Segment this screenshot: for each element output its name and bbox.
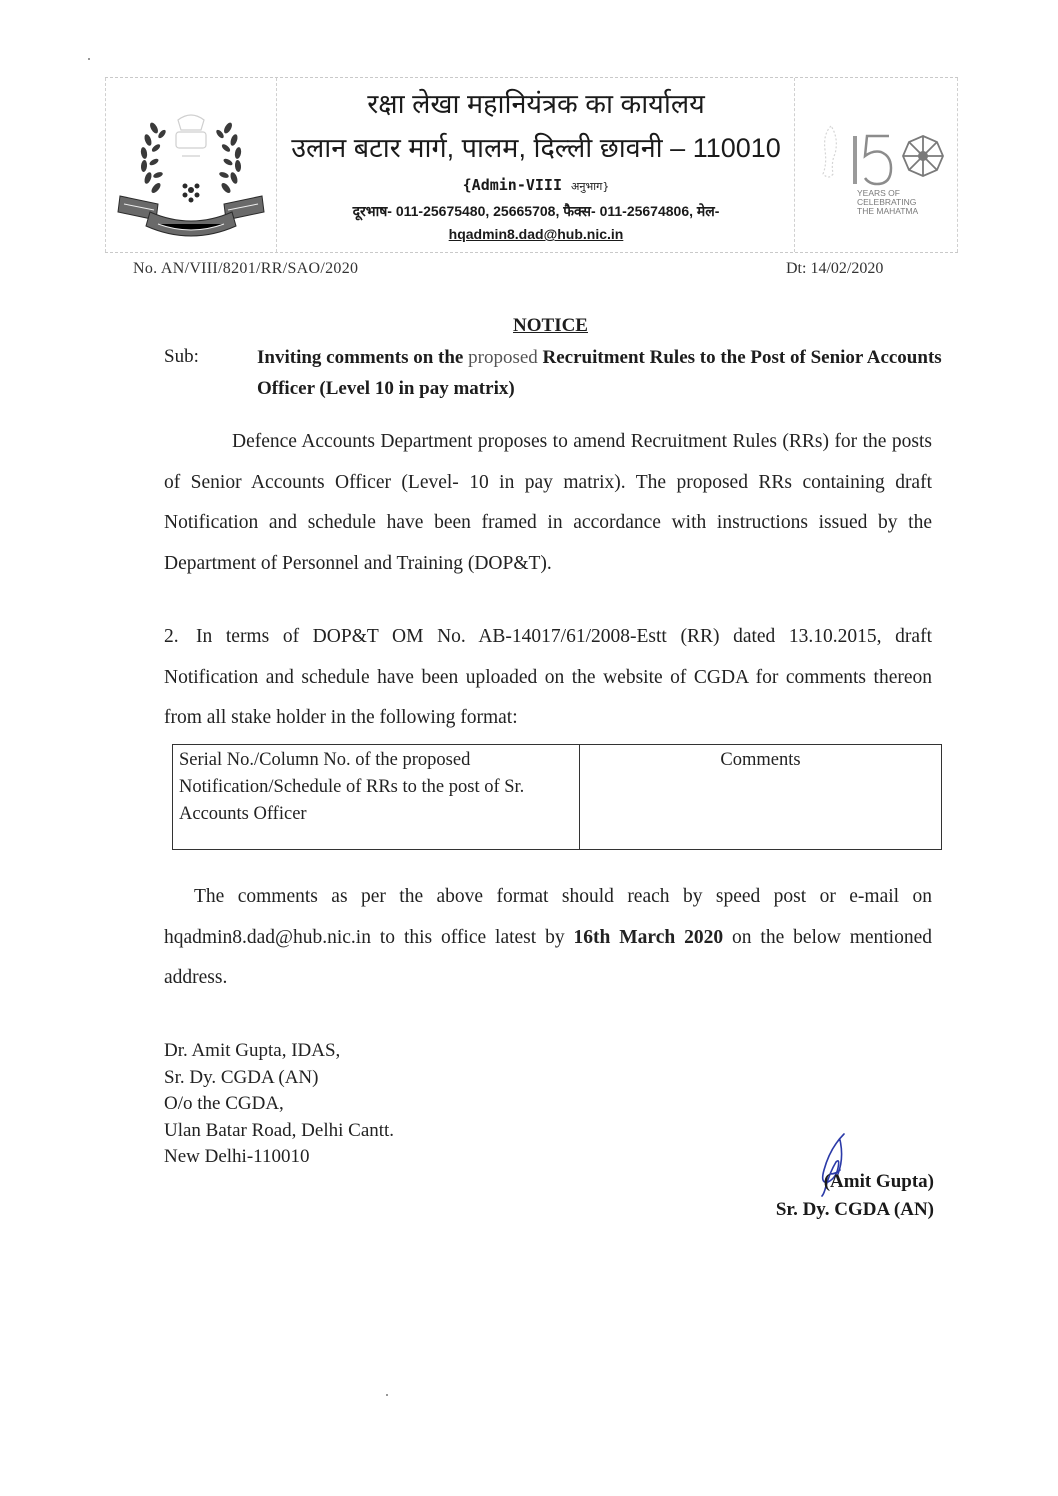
contact-numbers: दूरभाष- 011-25675480, 25665708, फैक्स- 011-25674806, मेल- xyxy=(352,203,720,219)
address-line: Sr. Dy. CGDA (AN) xyxy=(164,1066,319,1088)
subject-part-3: Recruitment Rules to the Post of Senior Accounts Officer (Level 10 in pay matrix) xyxy=(257,347,942,399)
paragraph-2 xyxy=(164,617,932,739)
defence-accounts-emblem-icon xyxy=(106,78,276,252)
letterhead xyxy=(105,77,958,253)
office-address-hindi: उलान बटार मार्ग, पालम, दिल्ली छावनी – 110010 xyxy=(291,133,781,163)
table-header-serial-column: Serial No./Column No. of the proposed Notification/Schedule of RRs to the post of Sr. Accounts Officer xyxy=(173,745,580,850)
section-label xyxy=(277,176,795,194)
gandhi-150-logo-panel xyxy=(794,78,958,252)
paragraph-3-text-2: on the below mentioned address. xyxy=(164,926,933,988)
reference-date: Dt: 14/02/2020 xyxy=(786,260,884,277)
table-header-comments: Comments xyxy=(580,745,942,850)
svg-text:THE MAHATMA: THE MAHATMA xyxy=(857,206,919,216)
section-suffix-hindi: अनुभाग} xyxy=(571,180,610,193)
signatory-block xyxy=(776,1168,934,1224)
submission-deadline: 16th March 2020 xyxy=(573,926,724,948)
svg-text:YEARS OF: YEARS OF xyxy=(857,188,900,198)
subject-label: Sub: xyxy=(164,346,199,367)
office-email-link[interactable]: hqadmin8.dad@hub.nic.in xyxy=(448,226,624,242)
letterhead-text xyxy=(277,78,795,252)
gandhi-150-years-logo-icon xyxy=(795,78,957,252)
subject-part-2: proposed xyxy=(468,347,538,368)
section-name: {Admin-VIII xyxy=(462,176,562,194)
department-emblem-panel xyxy=(105,78,277,252)
paragraph-3 xyxy=(164,877,932,999)
office-name-hindi: रक्षा लेखा महानियंत्रक का कार्यालय xyxy=(367,89,705,119)
paragraph-1: Defence Accounts Department proposes to amend Recruitment Rules (RRs) for the posts of Senior Accounts Officer (Level- 10 in pay matrix). The proposed RRs containing draft Notification and schedule have been framed in accordance with instructions issued by the Department of Personnel and Training (DOP&T). xyxy=(164,431,932,574)
signatory-designation: Sr. Dy. CGDA (AN) xyxy=(775,1199,934,1220)
address-line: Ulan Batar Road, Delhi Cantt. xyxy=(164,1119,395,1141)
subject-part-1: Inviting comments on the xyxy=(257,347,469,368)
scan-speck xyxy=(386,1394,388,1396)
address-block xyxy=(164,1038,394,1171)
signatory-name: (Amit Gupta) xyxy=(823,1171,934,1192)
svg-text:CELEBRATING: CELEBRATING xyxy=(857,197,917,207)
address-line: Dr. Amit Gupta, IDAS, xyxy=(164,1040,341,1061)
address-line: O/o the CGDA, xyxy=(164,1093,284,1114)
subject-text xyxy=(257,342,947,404)
reference-number: No. AN/VIII/8201/RR/SAO/2020 xyxy=(133,260,359,277)
paragraph-3-text-1: The comments as per the above format should reach by speed post or e-mail on hqadmin8.dad@hub.nic.in to this office latest by xyxy=(164,886,932,948)
address-line: New Delhi-110010 xyxy=(164,1146,310,1167)
scan-speck xyxy=(88,58,90,60)
comments-format-table xyxy=(172,744,942,850)
notice-title: NOTICE xyxy=(513,315,588,336)
paragraph-2-text: In terms of DOP&T OM No. AB-14017/61/2008-Estt (RR) dated 13.10.2015, draft Notification and schedule have been uploaded on the website of CGDA for comments thereon from all stake holder in the following format: xyxy=(164,626,932,728)
table-row xyxy=(173,745,942,850)
paragraph-2-number: 2. xyxy=(164,626,179,647)
